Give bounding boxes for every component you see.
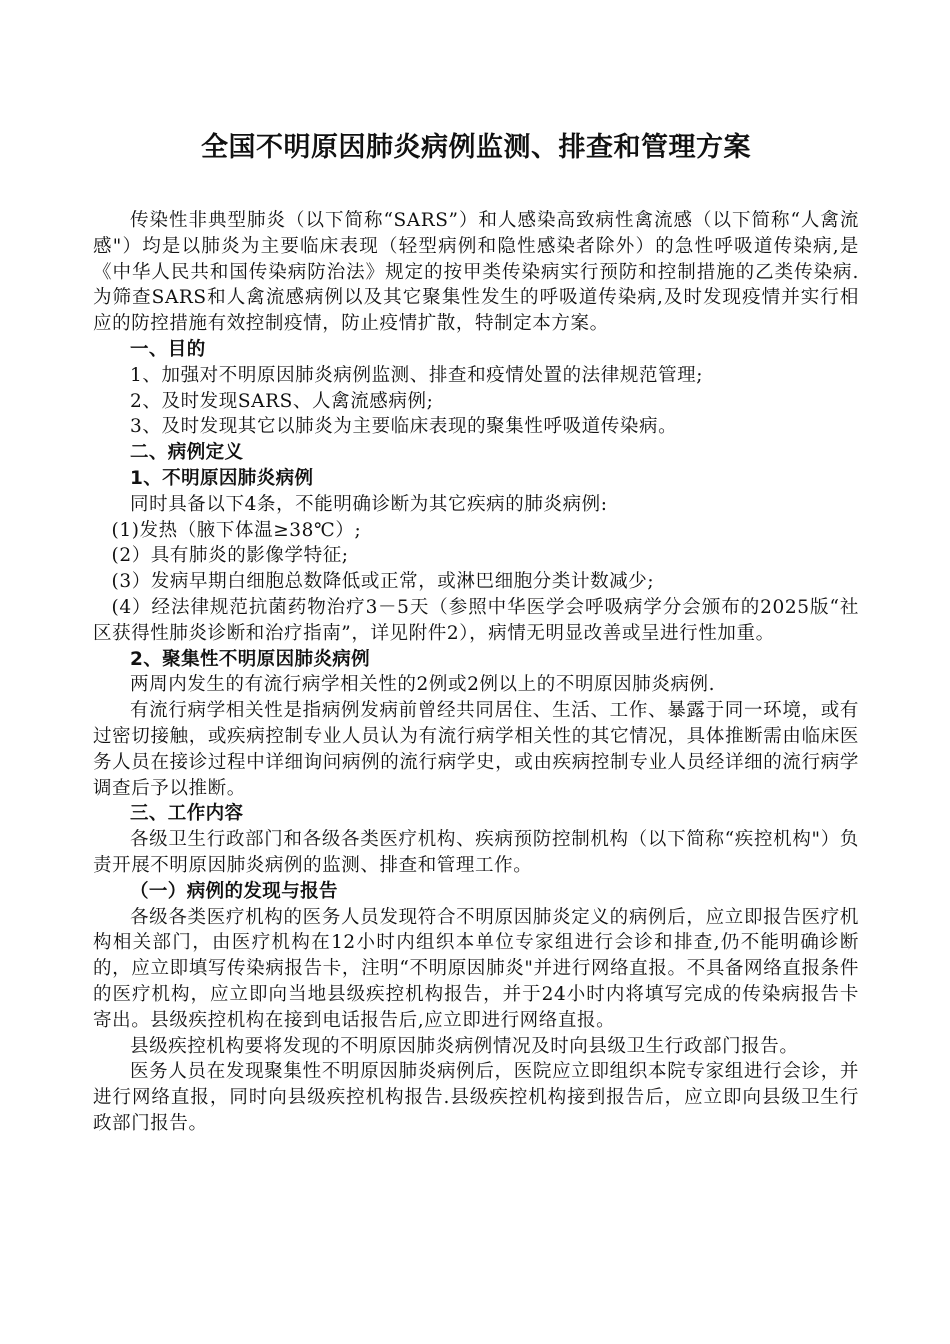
section-heading-case-definition: 二、病例定义 — [130, 442, 244, 464]
criteria-lead: 同时具备以下4条，不能明确诊断为其它疾病的肺炎病例: — [130, 493, 608, 515]
criteria-item: (2）具有肺炎的影像学特征; — [111, 545, 349, 567]
cluster-paragraph: 有流行病学相关性是指病例发病前曾经共同居住、生活、工作、暴露于同一环境，或有过密切接触，或疾病控制专业人员认为有流行病学相关性的其它情况，具体推断需由临床医务人员在接诊过程中详细询问病例的流行病学史，或由疾病控制专业人员经详细的流行病学调查后予以推断。 — [93, 700, 859, 799]
report-paragraph: 县级疾控机构要将发现的不明原因肺炎病例情况及时向县级卫生行政部门报告。 — [130, 1035, 799, 1057]
document-title: 全国不明原因肺炎病例监测、排查和管理方案 — [201, 132, 751, 163]
subheading-discovery-report: （一）病例的发现与报告 — [130, 880, 338, 902]
purpose-item: 3、及时发现其它以肺炎为主要临床表现的聚集性呼吸道传染病。 — [130, 416, 678, 438]
criteria-item: (4）经法律规范抗菌药物治疗3－5天（参照中华医学会呼吸病学分会颁布的2025版“社区获得性肺炎诊断和治疗指南”，详见附件2），病情无明显改善或呈进行性加重。 — [93, 596, 859, 644]
section-heading-work-content: 三、工作内容 — [130, 803, 244, 825]
purpose-item: 1、加强对不明原因肺炎病例监测、排查和疫情处置的法律规范管理; — [130, 364, 704, 386]
report-paragraph: 医务人员在发现聚集性不明原因肺炎病例后，医院应立即组织本院专家组进行会诊，并进行网络直报，同时向县级疾控机构报告.县级疾控机构接到报告后，应立即向县级卫生行政部门报告。 — [93, 1061, 859, 1134]
criteria-item: (1)发热（腋下体温≥38℃）; — [111, 519, 362, 541]
intro-paragraph: 传染性非典型肺炎（以下简称“SARS”）和人感染高致病性禽流感（以下简称“人禽流感"）均是以肺炎为主要临床表现（轻型病例和隐性感染者除外）的急性呼吸道传染病,是《中华人民共和国传染病防治法》规定的按甲类传染病实行预防和控制措施的乙类传染病.为筛查SARS和人禽流感病例以及其它聚集性发生的呼吸道传染病,及时发现疫情并实行相应的防控措施有效控制疫情，防止疫情扩散，特制定本方案。 — [93, 210, 859, 335]
work-content-paragraph: 各级卫生行政部门和各级各类医疗机构、疾病预防控制机构（以下简称“疾控机构"）负责开展不明原因肺炎病例的监测、排查和管理工作。 — [93, 829, 859, 876]
cluster-paragraph: 两周内发生的有流行病学相关性的2例或2例以上的不明原因肺炎病例. — [130, 674, 716, 696]
section-heading-purpose: 一、目的 — [130, 338, 206, 360]
report-paragraph: 各级各类医疗机构的医务人员发现符合不明原因肺炎定义的病例后，应立即报告医疗机构相关部门，由医疗机构在12小时内组织本单位专家组进行会诊和排查,仍不能明确诊断的，应立即填写传染病报告卡，注明“不明原因肺炎"并进行网络直报。不具备网络直报条件的医疗机构，应立即向当地县级疾控机构报告，并于24小时内将填写完成的传染病报告卡寄出。县级疾控机构在接到电话报告后,应立即进行网络直报。 — [93, 906, 859, 1031]
criteria-item: (3）发病早期白细胞总数降低或正常，或淋巴细胞分类计数减少; — [111, 571, 655, 593]
purpose-item: 2、及时发现SARS、人禽流感病例; — [130, 390, 434, 412]
subheading-unexplained-pneumonia: 1、不明原因肺炎病例 — [130, 467, 314, 489]
subheading-cluster-pneumonia: 2、聚集性不明原因肺炎病例 — [130, 648, 371, 670]
document-page — [93, 128, 859, 1137]
